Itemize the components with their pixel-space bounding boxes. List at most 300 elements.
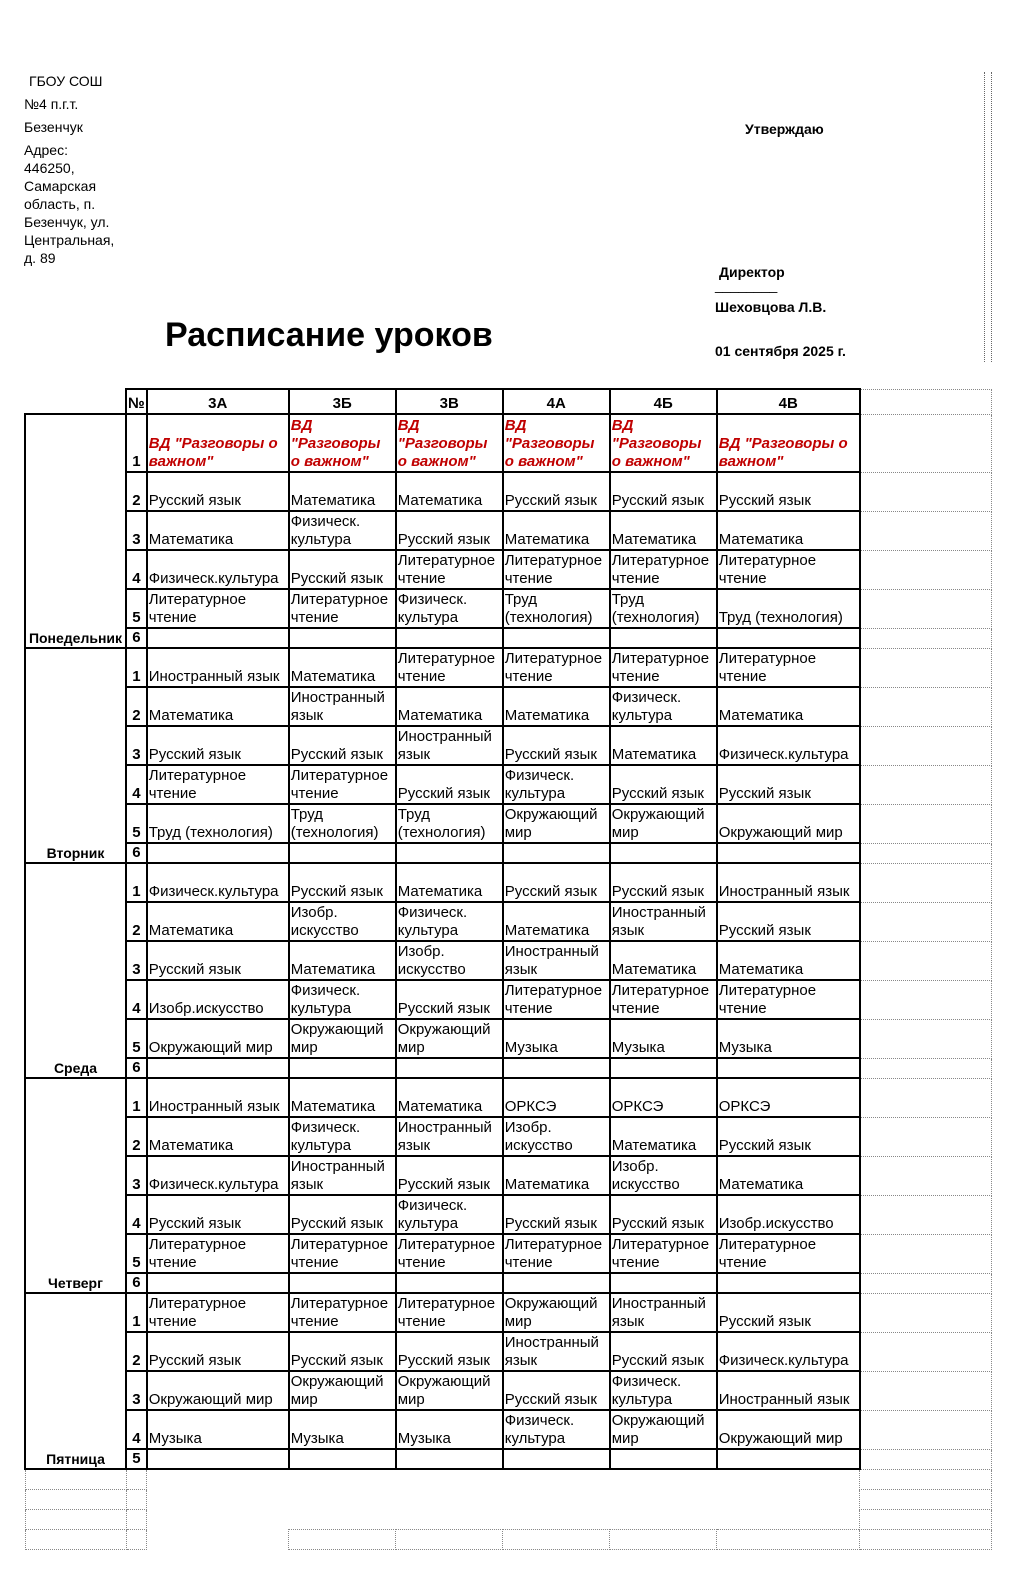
table-row bbox=[25, 1273, 992, 1293]
empty-cell bbox=[860, 1510, 992, 1530]
lesson-cell bbox=[289, 628, 396, 648]
lesson-cell: Труд (технология) bbox=[147, 804, 289, 843]
lesson-cell: Математика bbox=[396, 472, 503, 511]
empty-cell bbox=[717, 1490, 860, 1510]
class-header: 4А bbox=[503, 389, 610, 414]
extra-column bbox=[860, 550, 992, 589]
empty-cell bbox=[289, 1510, 396, 1530]
approve-label: Утверждаю bbox=[745, 121, 824, 137]
lesson-cell: Русский язык bbox=[396, 980, 503, 1019]
empty-cell bbox=[610, 1469, 717, 1490]
lesson-cell: Музыка bbox=[717, 1019, 860, 1058]
lesson-cell bbox=[717, 1273, 860, 1293]
table-row bbox=[25, 1449, 992, 1469]
lesson-cell bbox=[147, 1058, 289, 1078]
empty-cell bbox=[147, 1510, 289, 1530]
lesson-cell: ВД "Разговоры о важном" bbox=[289, 414, 396, 472]
director-label: Директор bbox=[719, 264, 785, 280]
school-info-line: д. 89 bbox=[24, 250, 56, 266]
lesson-cell: Литературное чтение bbox=[503, 648, 610, 687]
extra-column bbox=[860, 389, 992, 414]
table-row bbox=[25, 414, 992, 472]
lesson-cell: Физическ. культура bbox=[289, 511, 396, 550]
lesson-cell: Русский язык bbox=[396, 765, 503, 804]
lesson-cell: Иностранный язык bbox=[717, 863, 860, 902]
lesson-cell bbox=[503, 843, 610, 863]
empty-cell bbox=[503, 1469, 610, 1490]
school-info-line: ГБОУ СОШ bbox=[29, 73, 103, 89]
lesson-cell: Иностранный язык bbox=[503, 1332, 610, 1371]
lesson-cell: Математика bbox=[717, 941, 860, 980]
lesson-cell: Русский язык bbox=[503, 1371, 610, 1410]
lesson-cell: Русский язык bbox=[147, 472, 289, 511]
table-row bbox=[25, 804, 992, 843]
table-row bbox=[25, 1019, 992, 1058]
lesson-cell: Изобр. искусство bbox=[396, 941, 503, 980]
empty-cell bbox=[503, 1510, 610, 1530]
lesson-cell: Физическ. культура bbox=[610, 1371, 717, 1410]
lesson-cell: ВД "Разговоры о важном" bbox=[147, 414, 289, 472]
lesson-number: 3 bbox=[126, 1371, 147, 1410]
lesson-cell: Иностранный язык bbox=[289, 1156, 396, 1195]
lesson-cell: Физическ.культура bbox=[717, 1332, 860, 1371]
extra-column bbox=[860, 765, 992, 804]
extra-column bbox=[860, 687, 992, 726]
lesson-cell: Русский язык bbox=[147, 941, 289, 980]
lesson-cell: Труд (технология) bbox=[289, 804, 396, 843]
empty-cell bbox=[610, 1490, 717, 1510]
extra-column bbox=[860, 843, 992, 863]
lesson-cell: Русский язык bbox=[503, 472, 610, 511]
day-cell-1: Понедельник bbox=[25, 414, 126, 648]
empty-cell bbox=[126, 1530, 147, 1550]
lesson-cell: Русский язык bbox=[147, 1195, 289, 1234]
extra-column bbox=[860, 902, 992, 941]
extra-column bbox=[860, 863, 992, 902]
lesson-cell bbox=[610, 1058, 717, 1078]
lesson-cell: Литературное чтение bbox=[503, 550, 610, 589]
lesson-cell: Математика bbox=[396, 1078, 503, 1117]
empty-cell bbox=[126, 1469, 147, 1490]
extra-column bbox=[860, 1078, 992, 1117]
corner-blank bbox=[25, 389, 126, 414]
lesson-number: 1 bbox=[126, 863, 147, 902]
lesson-cell: Математика bbox=[503, 511, 610, 550]
school-info-line: Самарская bbox=[24, 178, 97, 194]
lesson-cell: Литературное чтение bbox=[289, 1234, 396, 1273]
table-row bbox=[25, 1293, 992, 1332]
empty-cell bbox=[396, 1490, 503, 1510]
extra-column bbox=[860, 941, 992, 980]
table-row bbox=[25, 1078, 992, 1117]
lesson-cell: ВД "Разговоры о важном" bbox=[503, 414, 610, 472]
empty-cell bbox=[860, 1490, 992, 1510]
lesson-cell: Музыка bbox=[396, 1410, 503, 1449]
empty-cell bbox=[126, 1510, 147, 1530]
school-info-line: 446250, bbox=[24, 160, 75, 176]
lesson-cell: Литературное чтение bbox=[396, 1293, 503, 1332]
lesson-cell: Окружающий мир bbox=[289, 1371, 396, 1410]
lesson-cell: Окружающий мир bbox=[610, 804, 717, 843]
extra-column bbox=[860, 414, 992, 472]
empty-cell bbox=[396, 1530, 503, 1550]
lesson-cell: Литературное чтение bbox=[147, 589, 289, 628]
lesson-cell: Русский язык bbox=[717, 1293, 860, 1332]
page-title: Расписание уроков bbox=[165, 316, 493, 354]
lesson-cell: ВД "Разговоры о важном" bbox=[396, 414, 503, 472]
table-row bbox=[25, 863, 992, 902]
lesson-cell: Литературное чтение bbox=[289, 589, 396, 628]
empty-cell bbox=[717, 1530, 860, 1550]
lesson-cell: Физическ.культура bbox=[147, 550, 289, 589]
lesson-cell: Математика bbox=[147, 511, 289, 550]
lesson-cell: Литературное чтение bbox=[717, 648, 860, 687]
lesson-cell: Математика bbox=[610, 1117, 717, 1156]
lesson-cell: Окружающий мир bbox=[289, 1019, 396, 1058]
lesson-cell: Физическ. культура bbox=[610, 687, 717, 726]
lesson-cell: Литературное чтение bbox=[717, 980, 860, 1019]
empty-cell bbox=[289, 1490, 396, 1510]
table-row bbox=[25, 941, 992, 980]
lesson-cell: Изобр. искусство bbox=[289, 902, 396, 941]
lesson-cell: Физическ. культура bbox=[396, 902, 503, 941]
lesson-cell: Литературное чтение bbox=[503, 980, 610, 1019]
lesson-cell: Литературное чтение bbox=[396, 550, 503, 589]
extra-column bbox=[860, 1234, 992, 1273]
lesson-cell: Литературное чтение bbox=[717, 1234, 860, 1273]
table-row bbox=[25, 628, 992, 648]
lesson-cell bbox=[396, 1449, 503, 1469]
lesson-cell: Труд (технология) bbox=[396, 804, 503, 843]
lesson-cell bbox=[289, 1273, 396, 1293]
lesson-cell: Математика bbox=[147, 1117, 289, 1156]
lesson-cell: Русский язык bbox=[610, 1195, 717, 1234]
lesson-number: 4 bbox=[126, 765, 147, 804]
lesson-number: 1 bbox=[126, 414, 147, 472]
lesson-cell: Литературное чтение bbox=[610, 550, 717, 589]
lesson-cell: Физическ.культура bbox=[147, 863, 289, 902]
lesson-cell: Окружающий мир bbox=[717, 1410, 860, 1449]
table-row bbox=[25, 1117, 992, 1156]
day-cell-3: Среда bbox=[25, 863, 126, 1078]
lesson-cell bbox=[610, 1449, 717, 1469]
empty-cell bbox=[396, 1469, 503, 1490]
extra-column bbox=[860, 648, 992, 687]
empty-cell bbox=[25, 1490, 126, 1510]
lesson-number: 5 bbox=[126, 589, 147, 628]
lesson-cell: Иностранный язык bbox=[147, 1078, 289, 1117]
lesson-number: 4 bbox=[126, 1410, 147, 1449]
lesson-number: 6 bbox=[126, 1273, 147, 1293]
lesson-cell bbox=[717, 1449, 860, 1469]
lesson-number: 3 bbox=[126, 726, 147, 765]
lesson-number: 6 bbox=[126, 1058, 147, 1078]
empty-cell bbox=[503, 1490, 610, 1510]
lesson-cell: Математика bbox=[289, 1078, 396, 1117]
lesson-number: 5 bbox=[126, 1449, 147, 1469]
table-row bbox=[25, 1195, 992, 1234]
lesson-cell: ВД "Разговоры о важном" bbox=[717, 414, 860, 472]
lesson-cell: Иностранный язык bbox=[396, 1117, 503, 1156]
lesson-cell: Окружающий мир bbox=[396, 1019, 503, 1058]
empty-cell bbox=[25, 1469, 126, 1490]
lesson-cell: Русский язык bbox=[396, 1156, 503, 1195]
lesson-cell: ОРКСЭ bbox=[610, 1078, 717, 1117]
lesson-cell: Иностранный язык bbox=[289, 687, 396, 726]
lesson-cell: Труд (технология) bbox=[610, 589, 717, 628]
extra-column bbox=[860, 628, 992, 648]
lesson-cell: Математика bbox=[610, 941, 717, 980]
lesson-number: 5 bbox=[126, 804, 147, 843]
empty-cell bbox=[503, 1530, 610, 1550]
lesson-number: 6 bbox=[126, 628, 147, 648]
lesson-cell: Математика bbox=[503, 902, 610, 941]
lesson-cell: Литературное чтение bbox=[610, 980, 717, 1019]
lesson-cell: Литературное чтение bbox=[147, 1234, 289, 1273]
lesson-cell: Окружающий мир bbox=[717, 804, 860, 843]
lesson-cell: ВД "Разговоры о важном" bbox=[610, 414, 717, 472]
lesson-number: 2 bbox=[126, 1332, 147, 1371]
lesson-number-header: № bbox=[126, 389, 147, 414]
lesson-cell: Литературное чтение bbox=[717, 550, 860, 589]
empty-cell bbox=[147, 1490, 289, 1510]
extra-column bbox=[860, 804, 992, 843]
lesson-cell: Русский язык bbox=[503, 726, 610, 765]
lesson-cell bbox=[717, 1058, 860, 1078]
extra-column bbox=[860, 1019, 992, 1058]
lesson-cell bbox=[289, 843, 396, 863]
lesson-cell: Русский язык bbox=[717, 765, 860, 804]
lesson-number: 4 bbox=[126, 550, 147, 589]
lesson-cell: Иностранный язык bbox=[717, 1371, 860, 1410]
table-row bbox=[25, 472, 992, 511]
extra-column bbox=[860, 589, 992, 628]
lesson-cell bbox=[289, 1058, 396, 1078]
lesson-cell: Изобр.искусство bbox=[717, 1195, 860, 1234]
lesson-cell: Изобр. искусство bbox=[503, 1117, 610, 1156]
page-edge-divider bbox=[984, 72, 992, 362]
lesson-cell: Математика bbox=[717, 687, 860, 726]
lesson-cell: Русский язык bbox=[147, 726, 289, 765]
lesson-cell bbox=[147, 628, 289, 648]
class-header: 4Б bbox=[610, 389, 717, 414]
lesson-cell bbox=[717, 843, 860, 863]
table-row bbox=[25, 902, 992, 941]
school-info-line: Безенчук, ул. bbox=[24, 214, 110, 230]
class-header: 3А bbox=[147, 389, 289, 414]
empty-cell bbox=[25, 1510, 126, 1530]
lesson-cell: Музыка bbox=[610, 1019, 717, 1058]
extra-column bbox=[860, 472, 992, 511]
table-row bbox=[25, 980, 992, 1019]
lesson-cell: Русский язык bbox=[289, 550, 396, 589]
lesson-cell: Математика bbox=[396, 863, 503, 902]
lesson-number: 1 bbox=[126, 1078, 147, 1117]
table-row bbox=[25, 1234, 992, 1273]
lesson-cell: Русский язык bbox=[610, 472, 717, 511]
lesson-cell: Окружающий мир bbox=[147, 1019, 289, 1058]
lesson-cell: Физическ. культура bbox=[503, 765, 610, 804]
lesson-cell: Физическ. культура bbox=[396, 1195, 503, 1234]
lesson-cell bbox=[396, 1058, 503, 1078]
school-info-line: Центральная, bbox=[24, 232, 115, 248]
table-row bbox=[25, 726, 992, 765]
lesson-cell: Математика bbox=[717, 511, 860, 550]
lesson-cell: Окружающий мир bbox=[503, 804, 610, 843]
lesson-number: 3 bbox=[126, 511, 147, 550]
table-row bbox=[25, 765, 992, 804]
lesson-cell bbox=[289, 1449, 396, 1469]
extra-column bbox=[860, 1058, 992, 1078]
lesson-cell: Русский язык bbox=[503, 1195, 610, 1234]
empty-cell bbox=[147, 1469, 289, 1490]
extra-column bbox=[860, 726, 992, 765]
lesson-cell: Окружающий мир bbox=[396, 1371, 503, 1410]
table-row bbox=[25, 648, 992, 687]
lesson-cell bbox=[396, 843, 503, 863]
lesson-cell bbox=[147, 843, 289, 863]
lesson-number: 2 bbox=[126, 1117, 147, 1156]
lesson-cell: Русский язык bbox=[717, 902, 860, 941]
empty-cell bbox=[610, 1510, 717, 1530]
day-cell-4: Четверг bbox=[25, 1078, 126, 1293]
lesson-cell: Иностранный язык bbox=[610, 902, 717, 941]
lesson-number: 3 bbox=[126, 1156, 147, 1195]
schedule-table bbox=[24, 388, 992, 1550]
lesson-cell bbox=[147, 1273, 289, 1293]
lesson-cell: Музыка bbox=[289, 1410, 396, 1449]
extra-column bbox=[860, 1117, 992, 1156]
lesson-cell: ОРКСЭ bbox=[503, 1078, 610, 1117]
lesson-cell: Физическ.культура bbox=[147, 1156, 289, 1195]
lesson-cell: Математика bbox=[147, 902, 289, 941]
table-row bbox=[25, 687, 992, 726]
director-name: Шеховцова Л.В. bbox=[715, 299, 827, 315]
lesson-cell: Физическ. культура bbox=[289, 980, 396, 1019]
table-row bbox=[25, 1332, 992, 1371]
table-row bbox=[25, 1058, 992, 1078]
lesson-cell: Русский язык bbox=[289, 1195, 396, 1234]
lesson-number: 2 bbox=[126, 472, 147, 511]
school-info bbox=[24, 72, 134, 267]
lesson-cell: Иностранный язык bbox=[147, 648, 289, 687]
class-header: 4В bbox=[717, 389, 860, 414]
lesson-number: 2 bbox=[126, 687, 147, 726]
lesson-number: 4 bbox=[126, 1195, 147, 1234]
day-cell-2: Вторник bbox=[25, 648, 126, 863]
table-row bbox=[25, 589, 992, 628]
lesson-number: 1 bbox=[126, 1293, 147, 1332]
empty-cell bbox=[25, 1530, 126, 1550]
lesson-cell: Русский язык bbox=[147, 1332, 289, 1371]
signature-line: ________ bbox=[715, 277, 778, 293]
lesson-cell: Литературное чтение bbox=[396, 648, 503, 687]
approval-date: 01 сентября 2025 г. bbox=[715, 343, 846, 359]
lesson-cell: Литературное чтение bbox=[289, 765, 396, 804]
lesson-cell: Иностранный язык bbox=[610, 1293, 717, 1332]
empty-cell bbox=[289, 1530, 396, 1550]
extra-column bbox=[860, 1195, 992, 1234]
lesson-cell: Русский язык bbox=[396, 1332, 503, 1371]
lesson-cell: Физическ. культура bbox=[396, 589, 503, 628]
lesson-cell: Русский язык bbox=[717, 1117, 860, 1156]
lesson-cell: Математика bbox=[503, 687, 610, 726]
table-row bbox=[25, 511, 992, 550]
lesson-cell: Иностранный язык bbox=[503, 941, 610, 980]
lesson-cell: Математика bbox=[289, 648, 396, 687]
lesson-cell: Труд (технология) bbox=[717, 589, 860, 628]
lesson-cell: Труд (технология) bbox=[503, 589, 610, 628]
lesson-number: 5 bbox=[126, 1019, 147, 1058]
lesson-cell: Русский язык bbox=[289, 726, 396, 765]
lesson-cell: Изобр.искусство bbox=[147, 980, 289, 1019]
school-info-line: №4 п.г.т. bbox=[24, 96, 79, 112]
lesson-cell: Русский язык bbox=[717, 472, 860, 511]
lesson-cell: Математика bbox=[289, 941, 396, 980]
lesson-cell: Русский язык bbox=[289, 1332, 396, 1371]
lesson-cell: Математика bbox=[147, 687, 289, 726]
lesson-cell bbox=[610, 628, 717, 648]
lesson-number: 2 bbox=[126, 902, 147, 941]
empty-cell bbox=[396, 1510, 503, 1530]
extra-column bbox=[860, 1156, 992, 1195]
lesson-cell: Русский язык bbox=[610, 765, 717, 804]
school-info-line: Адрес: bbox=[24, 142, 68, 158]
empty-cell bbox=[860, 1469, 992, 1490]
table-row bbox=[25, 1410, 992, 1449]
lesson-cell: Математика bbox=[610, 726, 717, 765]
lesson-cell: Русский язык bbox=[610, 1332, 717, 1371]
extra-column bbox=[860, 511, 992, 550]
class-header: 3Б bbox=[289, 389, 396, 414]
lesson-cell: Музыка bbox=[147, 1410, 289, 1449]
extra-column bbox=[860, 1273, 992, 1293]
empty-cell bbox=[717, 1469, 860, 1490]
table-row bbox=[25, 1371, 992, 1410]
lesson-cell: Литературное чтение bbox=[147, 1293, 289, 1332]
lesson-cell: Иностранный язык bbox=[396, 726, 503, 765]
empty-cell bbox=[126, 1490, 147, 1510]
extra-column bbox=[860, 1449, 992, 1469]
lesson-cell: Физическ.культура bbox=[717, 726, 860, 765]
lesson-cell bbox=[717, 628, 860, 648]
school-info-line: Безенчук bbox=[24, 119, 83, 135]
lesson-number: 1 bbox=[126, 648, 147, 687]
school-info-line: область, п. bbox=[24, 196, 96, 212]
extra-column bbox=[860, 1371, 992, 1410]
lesson-cell bbox=[503, 628, 610, 648]
lesson-cell: Изобр. искусство bbox=[610, 1156, 717, 1195]
lesson-number: 3 bbox=[126, 941, 147, 980]
extra-column bbox=[860, 980, 992, 1019]
table-row bbox=[25, 1156, 992, 1195]
lesson-cell: Физическ. культура bbox=[289, 1117, 396, 1156]
lesson-number: 5 bbox=[126, 1234, 147, 1273]
lesson-cell: ОРКСЭ bbox=[717, 1078, 860, 1117]
lesson-cell: Математика bbox=[717, 1156, 860, 1195]
lesson-cell bbox=[503, 1273, 610, 1293]
lesson-cell: Окружающий мир bbox=[610, 1410, 717, 1449]
lesson-cell bbox=[503, 1449, 610, 1469]
extra-column bbox=[860, 1332, 992, 1371]
lesson-cell bbox=[610, 1273, 717, 1293]
lesson-cell: Окружающий мир bbox=[503, 1293, 610, 1332]
lesson-cell bbox=[396, 628, 503, 648]
lesson-number: 6 bbox=[126, 843, 147, 863]
lesson-cell: Русский язык bbox=[396, 511, 503, 550]
lesson-cell: Литературное чтение bbox=[147, 765, 289, 804]
lesson-cell: Математика bbox=[610, 511, 717, 550]
